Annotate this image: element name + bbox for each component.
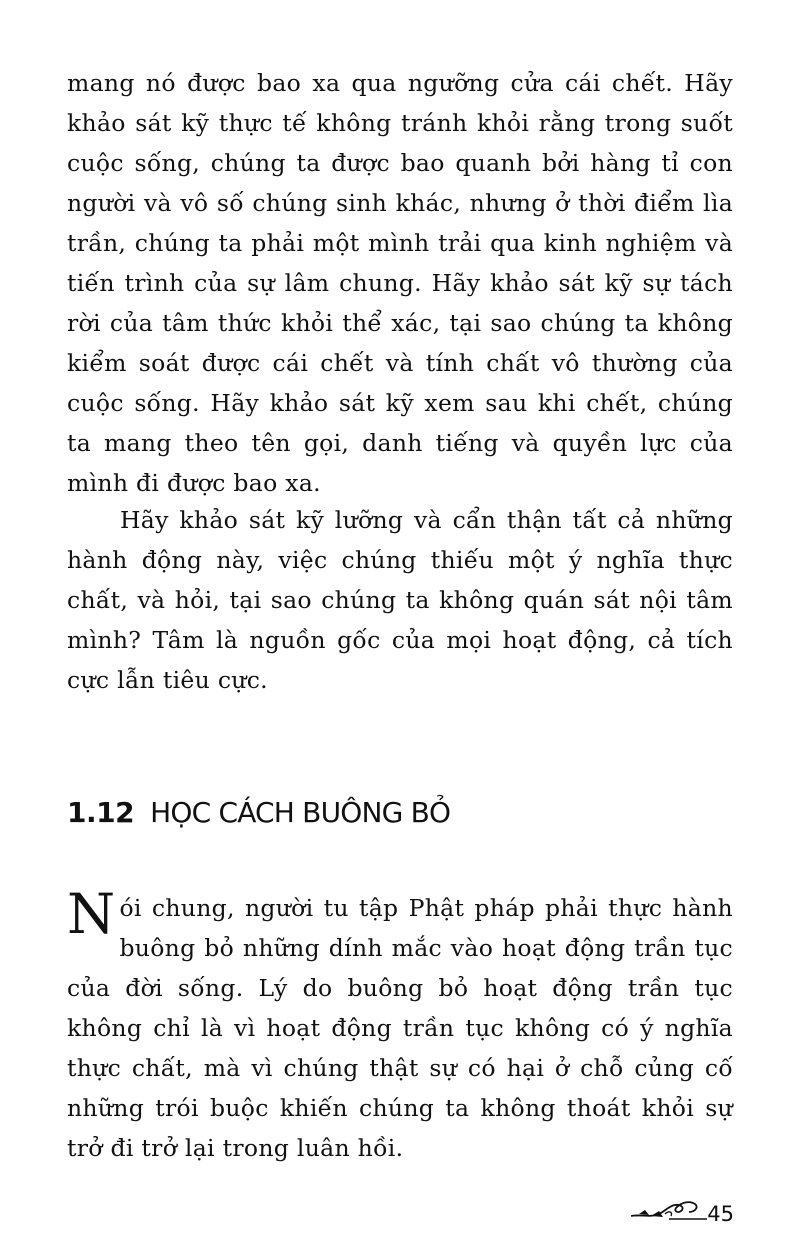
section-number: 1.12: [67, 796, 135, 829]
section-heading: [67, 796, 450, 829]
paragraph-2: Hãy khảo sát kỹ lưỡng và cẩn thận tất cả những hành động này, việc chúng thiếu một ý nghĩa thực chất, và hỏi, tại sao chúng ta không quán sát nội tâm mình? Tâm là nguồn gốc của mọi hoạt động, cả tích cực lẫn tiêu cực.: [67, 506, 733, 694]
page-number: 45: [707, 1202, 734, 1226]
paragraph-3-text: ói chung, người tu tập Phật pháp phải thực hành buông bỏ những dính mắc vào hoạt động trần tục của đời sống. Lý do buông bỏ hoạt động trần tục không chỉ là vì hoạt động trần tục không có ý nghĩa thực chất, mà vì chúng thật sự có hại ở chỗ củng cố những trói buộc khiến chúng ta không thoát khỏi sự trở đi trở lại trong luân hồi.: [67, 894, 733, 1162]
paragraph-1: mang nó được bao xa qua ngưỡng cửa cái chết. Hãy khảo sát kỹ thực tế không tránh khỏi rằng trong suốt cuộc sống, chúng ta được bao quanh bởi hàng tỉ con người và vô số chúng sinh khác, nhưng ở thời điểm lìa trần, chúng ta phải một mình trải qua kinh nghiệm và tiến trình của sự lâm chung. Hãy khảo sát kỹ sự tách rời của tâm thức khỏi thể xác, tại sao chúng ta không kiểm soát được cái chết và tính chất vô thường của cuộc sống. Hãy khảo sát kỹ xem sau khi chết, chúng ta mang theo tên gọi, danh tiếng và quyền lực của mình đi được bao xa.: [67, 69, 733, 497]
drop-cap: N: [67, 882, 116, 946]
ornament-flourish-icon: [629, 1192, 709, 1227]
paragraph-3: [67, 882, 733, 1168]
page-footer: [629, 1192, 734, 1227]
section-title: HỌC CÁCH BUÔNG BỎ: [150, 796, 451, 829]
